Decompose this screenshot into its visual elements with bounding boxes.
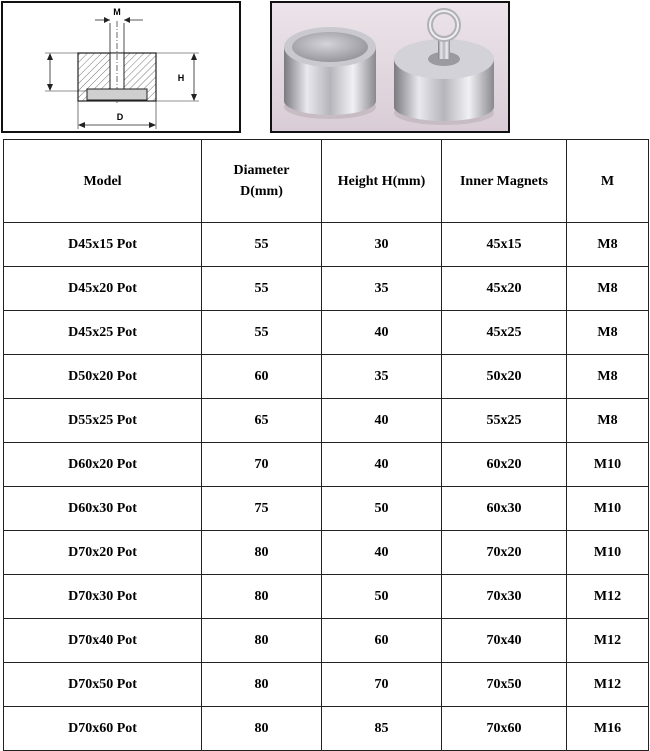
dimension-d-label: D — [116, 112, 124, 122]
cell-inner-magnets: 60x30 — [442, 487, 567, 531]
header-model: Model — [4, 140, 202, 223]
cell-model: D60x20 Pot — [4, 443, 202, 487]
cell-model: D45x15 Pot — [4, 223, 202, 267]
table-row — [4, 575, 649, 619]
cell-inner-magnets: 45x25 — [442, 311, 567, 355]
cell-diameter: 80 — [202, 531, 322, 575]
header-inner-magnets: Inner Magnets — [442, 140, 567, 223]
table-header-row — [4, 140, 649, 223]
product-photo — [270, 1, 510, 133]
table-row — [4, 443, 649, 487]
header-height: Height H(mm) — [322, 140, 442, 223]
pot-magnet-flat-icon — [284, 27, 376, 119]
pot-magnet-cross-section-diagram — [3, 3, 239, 131]
dimension-m-label: M — [113, 7, 121, 17]
cell-model: D70x60 Pot — [4, 707, 202, 751]
cell-height: 50 — [322, 487, 442, 531]
cell-inner-magnets: 70x50 — [442, 663, 567, 707]
cell-diameter: 80 — [202, 663, 322, 707]
cell-model: D70x50 Pot — [4, 663, 202, 707]
cell-inner-magnets: 60x20 — [442, 443, 567, 487]
table-row — [4, 399, 649, 443]
cell-m: M10 — [567, 487, 649, 531]
cell-height: 35 — [322, 355, 442, 399]
cell-height: 50 — [322, 575, 442, 619]
cell-diameter: 80 — [202, 619, 322, 663]
cell-inner-magnets: 70x60 — [442, 707, 567, 751]
product-photo-illustration — [272, 3, 508, 131]
header-m: M — [567, 140, 649, 223]
cell-m: M8 — [567, 399, 649, 443]
cell-m: M10 — [567, 443, 649, 487]
table-row — [4, 267, 649, 311]
table-row — [4, 223, 649, 267]
table-row — [4, 619, 649, 663]
cell-height: 40 — [322, 531, 442, 575]
cell-inner-magnets: 70x20 — [442, 531, 567, 575]
cell-diameter: 65 — [202, 399, 322, 443]
cell-diameter: 80 — [202, 575, 322, 619]
cell-diameter: 80 — [202, 707, 322, 751]
table-row — [4, 487, 649, 531]
cell-height: 40 — [322, 443, 442, 487]
cell-height: 60 — [322, 619, 442, 663]
cell-m: M16 — [567, 707, 649, 751]
technical-drawing — [1, 1, 241, 133]
table-row — [4, 531, 649, 575]
cell-model: D70x20 Pot — [4, 531, 202, 575]
dimension-h-label: H — [177, 73, 185, 83]
cell-model: D50x20 Pot — [4, 355, 202, 399]
cell-model: D55x25 Pot — [4, 399, 202, 443]
cell-inner-magnets: 45x20 — [442, 267, 567, 311]
cell-model: D45x25 Pot — [4, 311, 202, 355]
cell-height: 85 — [322, 707, 442, 751]
header-diameter-line2: D(mm) — [240, 184, 283, 199]
cell-height: 40 — [322, 311, 442, 355]
cell-height: 30 — [322, 223, 442, 267]
specification-table — [3, 139, 649, 751]
cell-height: 40 — [322, 399, 442, 443]
table-row — [4, 663, 649, 707]
cell-inner-magnets: 45x15 — [442, 223, 567, 267]
cell-model: D45x20 Pot — [4, 267, 202, 311]
table-row — [4, 707, 649, 751]
cell-m: M12 — [567, 575, 649, 619]
cell-diameter: 75 — [202, 487, 322, 531]
cell-diameter: 70 — [202, 443, 322, 487]
cell-m: M10 — [567, 531, 649, 575]
cell-model: D60x30 Pot — [4, 487, 202, 531]
cell-diameter: 55 — [202, 223, 322, 267]
cell-diameter: 55 — [202, 311, 322, 355]
cell-m: M8 — [567, 355, 649, 399]
cell-height: 35 — [322, 267, 442, 311]
cell-model: D70x40 Pot — [4, 619, 202, 663]
cell-inner-magnets: 55x25 — [442, 399, 567, 443]
cell-height: 70 — [322, 663, 442, 707]
cell-m: M8 — [567, 223, 649, 267]
cell-model: D70x30 Pot — [4, 575, 202, 619]
table-row — [4, 311, 649, 355]
cell-inner-magnets: 70x40 — [442, 619, 567, 663]
cell-inner-magnets: 50x20 — [442, 355, 567, 399]
header-diameter-line1: Diameter — [233, 163, 290, 178]
cell-diameter: 55 — [202, 267, 322, 311]
header-diameter — [202, 140, 322, 223]
cell-m: M12 — [567, 663, 649, 707]
cell-m: M8 — [567, 311, 649, 355]
cell-m: M12 — [567, 619, 649, 663]
cell-m: M8 — [567, 267, 649, 311]
cell-diameter: 60 — [202, 355, 322, 399]
cell-inner-magnets: 70x30 — [442, 575, 567, 619]
table-row — [4, 355, 649, 399]
